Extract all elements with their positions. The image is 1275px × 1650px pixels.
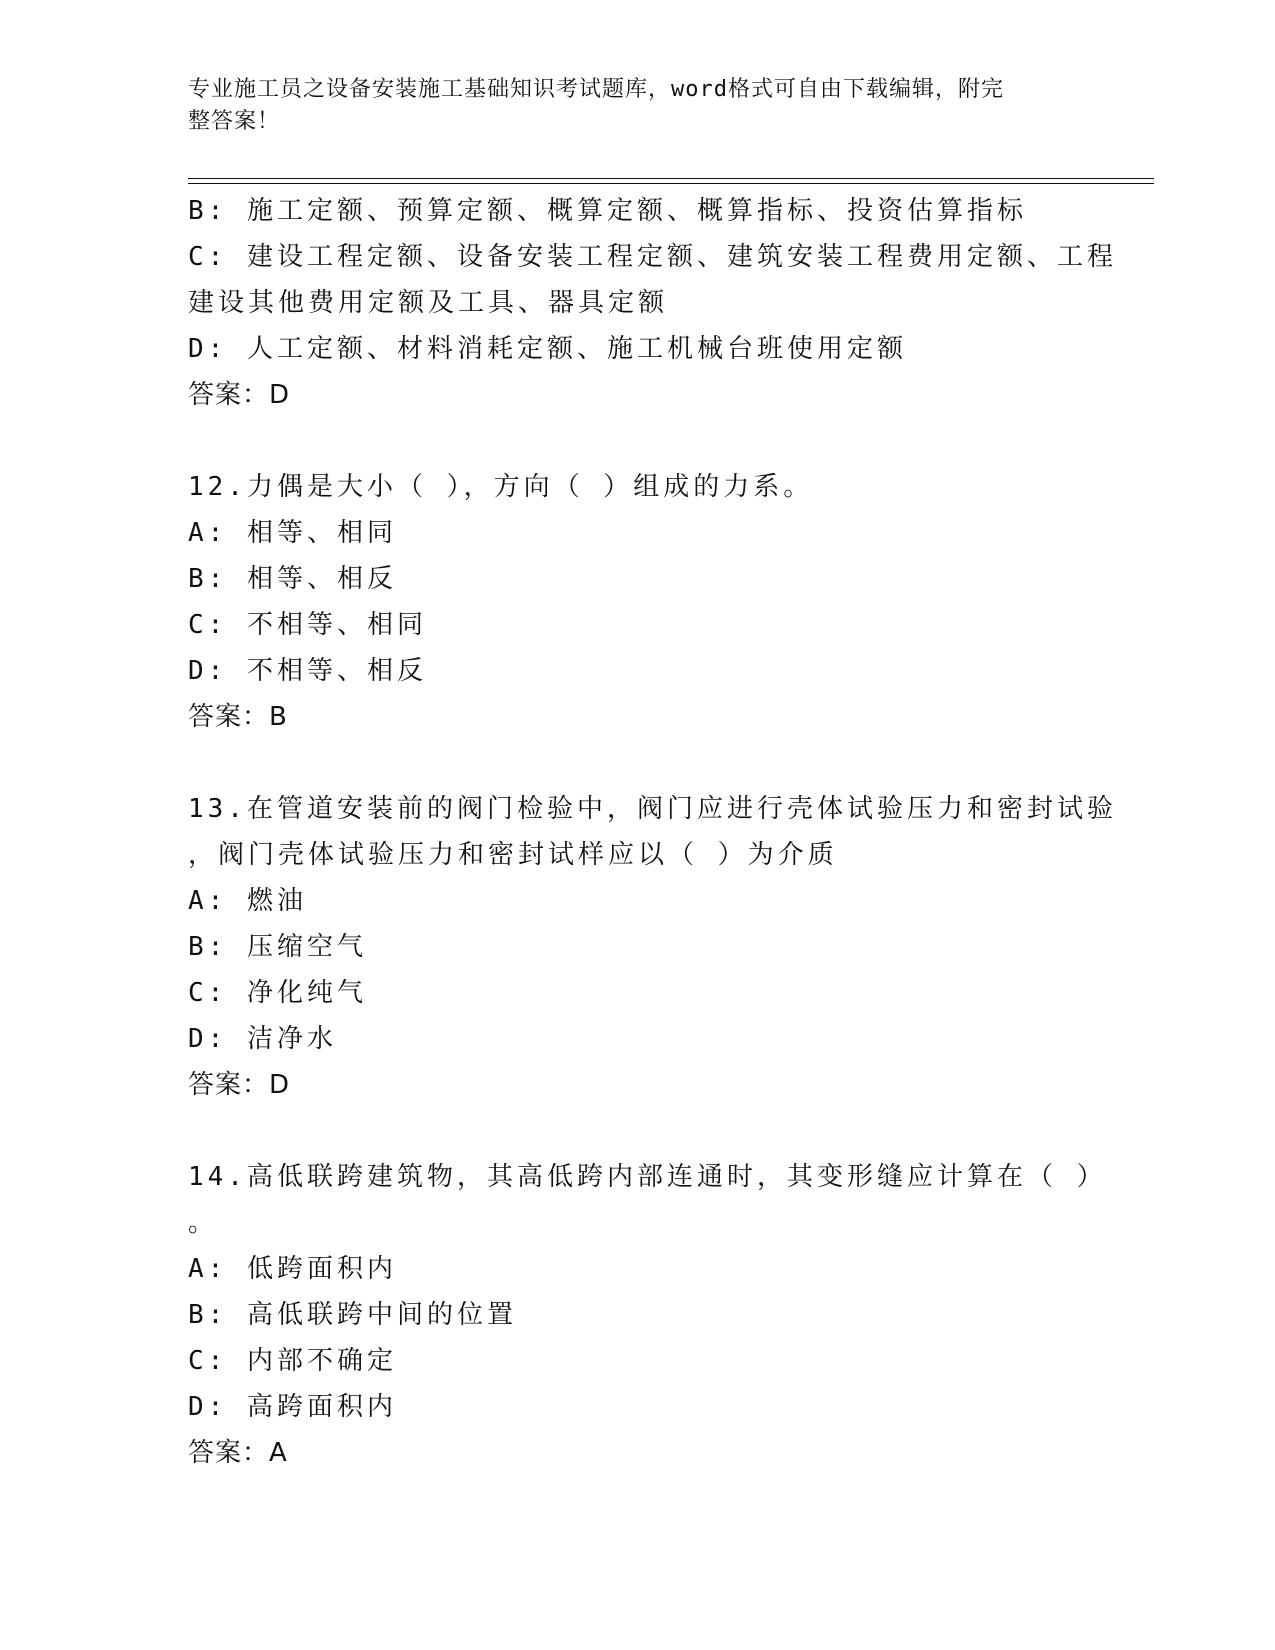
previous-question [188,188,1117,418]
question-stem-line-2: ，阀门壳体试验压力和密封试样应以（ ）为介质 [188,840,838,870]
spacer [188,1108,1088,1154]
answer: 答案：D [188,380,291,410]
option-c: C: 内部不确定 [188,1346,397,1376]
option-c-line-1: C: 建设工程定额、设备安装工程定额、建筑安装工程费用定额、工程 [188,242,1117,272]
option-d: D: 人工定额、材料消耗定额、施工机械台班使用定额 [188,334,907,364]
question-12 [188,464,1088,740]
option-d: D: 洁净水 [188,1024,337,1054]
answer: 答案：A [188,1438,288,1468]
option-b: B: 高低联跨中间的位置 [188,1300,517,1330]
spacer [188,418,1088,464]
document-header [188,74,1088,138]
question-13 [188,786,1117,1108]
option-a: A: 低跨面积内 [188,1254,397,1284]
option-d: D: 不相等、相反 [188,656,427,686]
question-stem-line-1: 14.高低联跨建筑物，其高低跨内部连通时，其变形缝应计算在（ ） [188,1162,1107,1192]
question-stem: 12.力偶是大小（ ），方向（ ）组成的力系。 [188,472,814,502]
option-c: C: 不相等、相同 [188,610,427,640]
question-14 [188,1154,1107,1476]
question-stem-line-2: 。 [188,1208,219,1238]
option-b: B: 相等、相反 [188,564,397,594]
header-divider-top [188,178,1154,179]
answer: 答案：D [188,1070,291,1100]
spacer [188,740,1088,786]
header-line-2: 整答案！ [188,109,281,134]
option-a: A: 燃油 [188,886,307,916]
option-d: D: 高跨面积内 [188,1392,397,1422]
question-content [188,188,1117,1476]
header-line-1: 专业施工员之设备安装施工基础知识考试题库，word格式可自由下载编辑，附完 [188,77,1004,102]
option-c: C: 净化纯气 [188,978,367,1008]
option-a: A: 相等、相同 [188,518,397,548]
option-b: B: 施工定额、预算定额、概算定额、概算指标、投资估算指标 [188,196,1027,226]
option-c-line-2: 建设其他费用定额及工具、器具定额 [188,288,669,318]
answer: 答案：B [188,702,288,732]
question-stem-line-1: 13.在管道安装前的阀门检验中，阀门应进行壳体试验压力和密封试验 [188,794,1117,824]
option-b: B: 压缩空气 [188,932,367,962]
header-divider-bottom [188,183,1154,184]
